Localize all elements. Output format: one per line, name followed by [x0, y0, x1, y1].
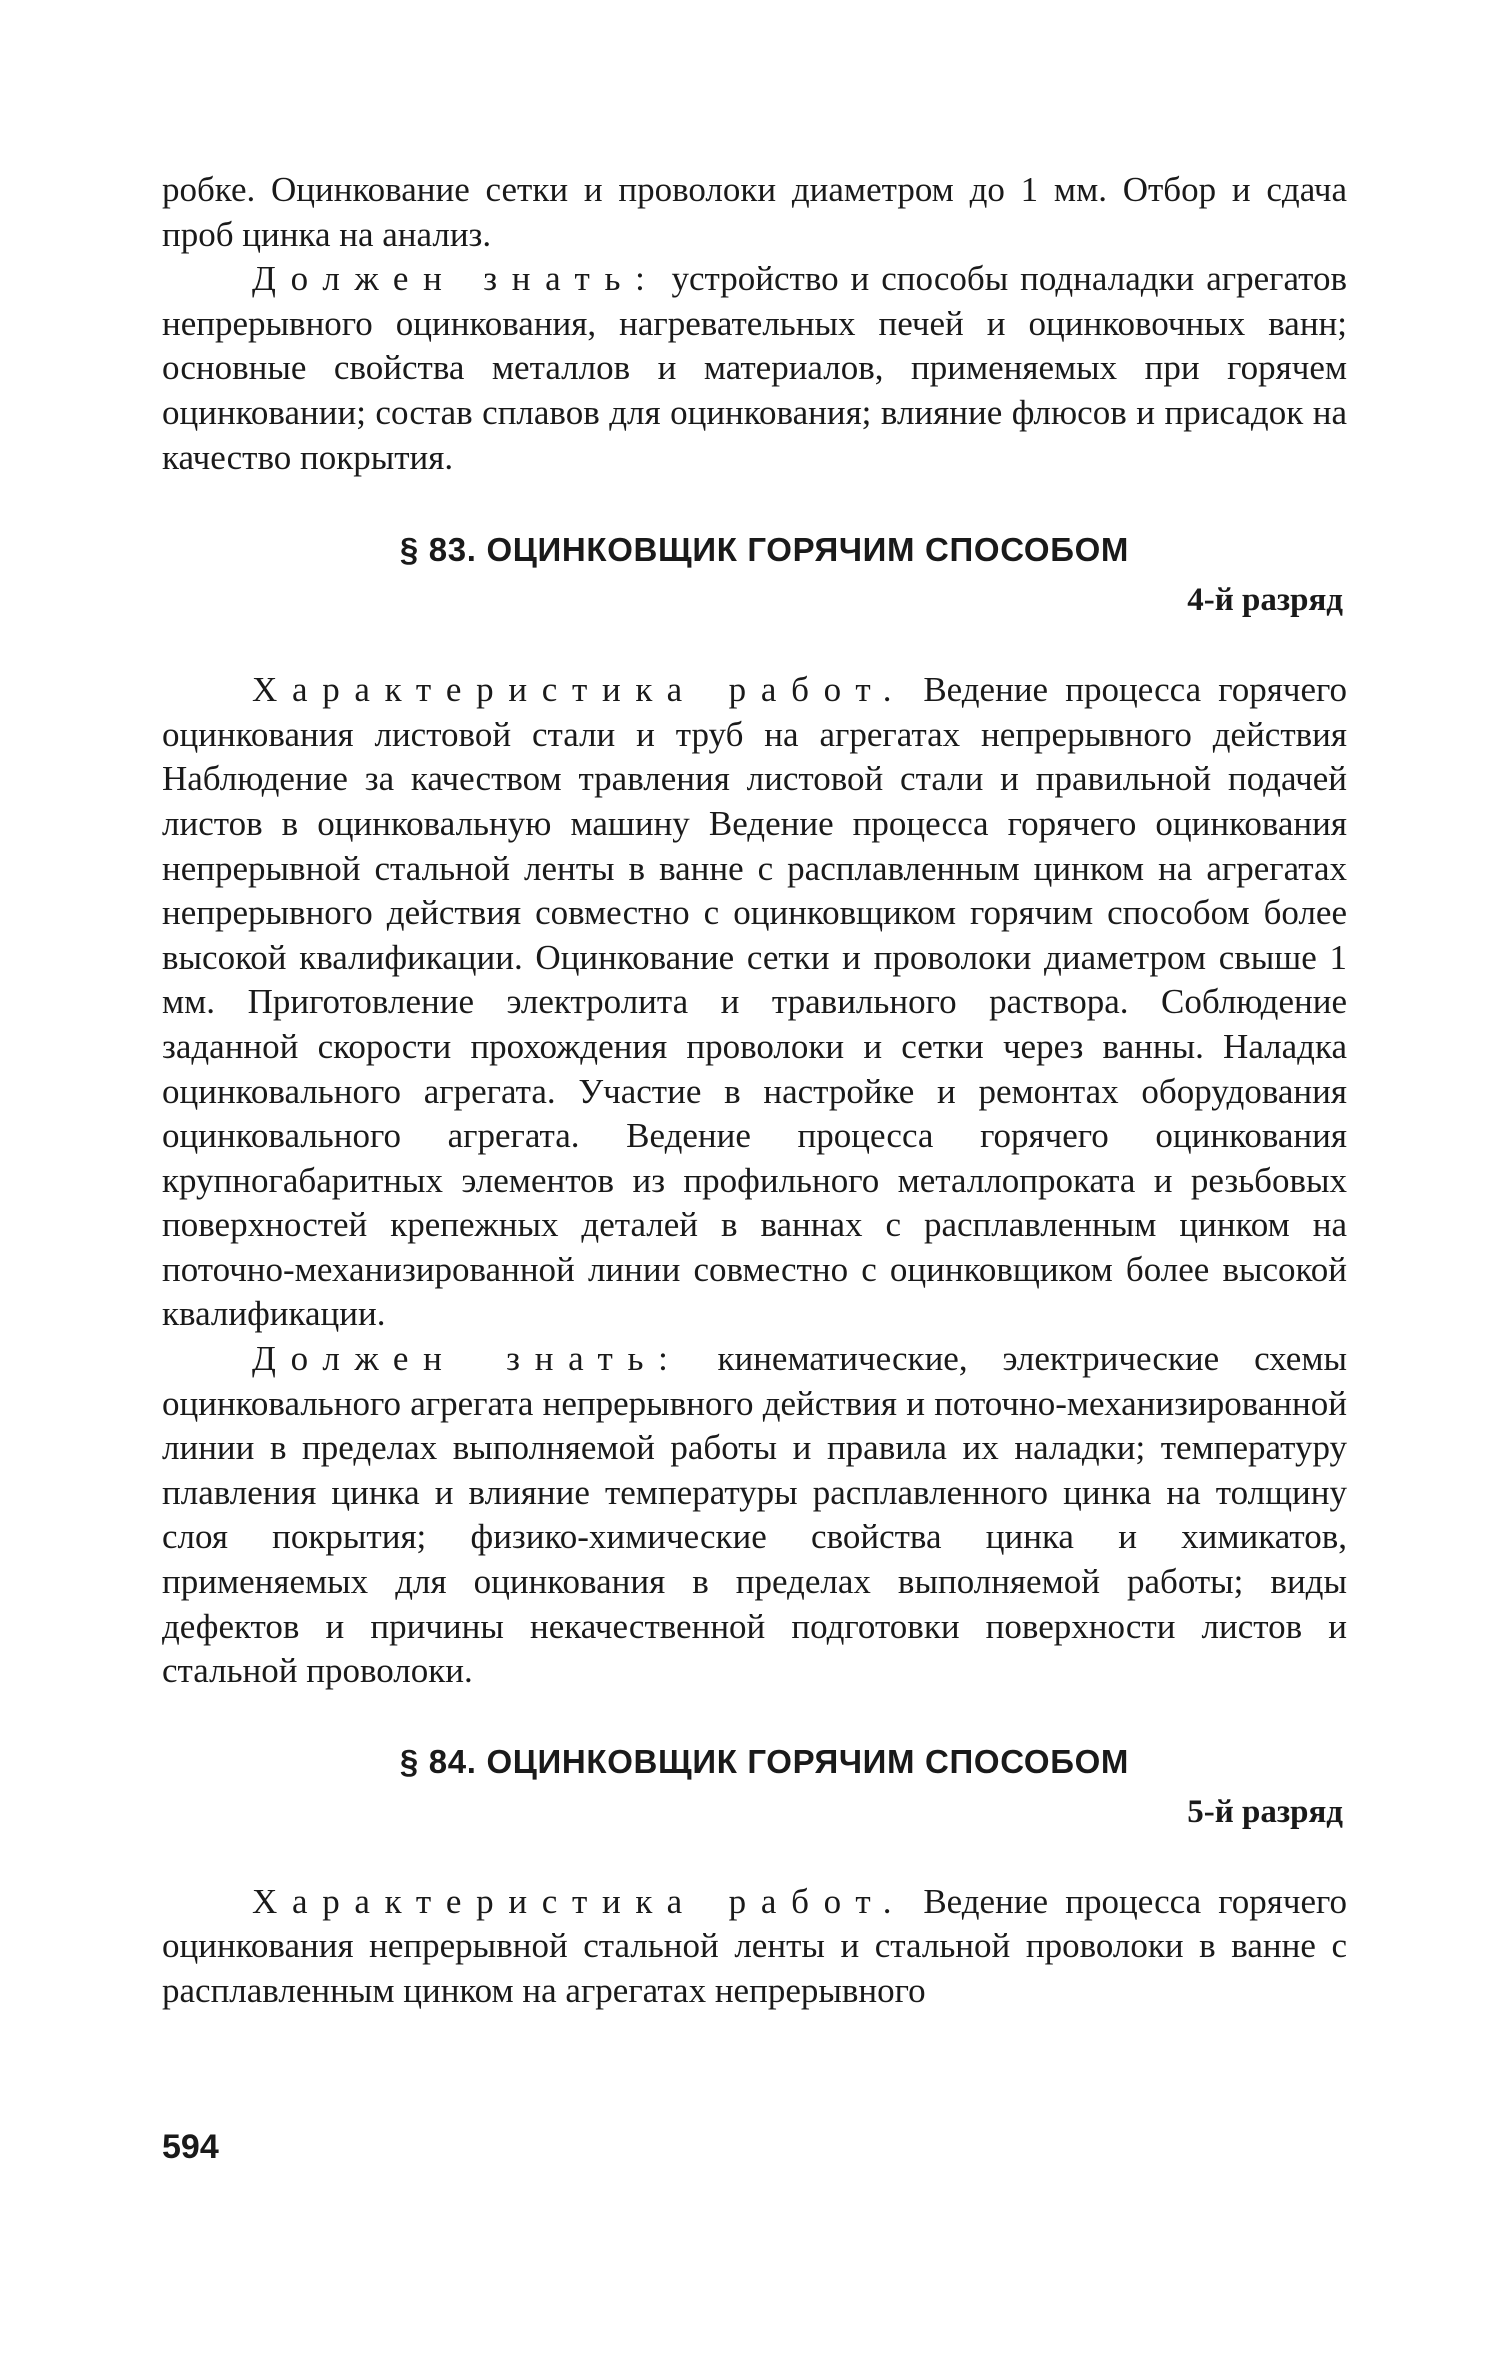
section-84-characteristic: [162, 1880, 1347, 2014]
page-content: [162, 168, 1347, 2014]
characteristic-label: Характеристика работ.: [252, 670, 907, 710]
must-know-text: устройство и способы подналадки агрегатов непрерывного оцинкования, нагревательных печей и оцинковочных ванн; основные свойства металлов и материалов, применяемых при горячем оцинковании; состав сплавов для оцинкования; влияние флюсов и присадок на качество покрытия.: [162, 259, 1347, 477]
section-83-title: § 83. ОЦИНКОВЩИК ГОРЯЧИМ СПОСОБОМ: [399, 531, 1130, 569]
section-83-characteristic: [162, 668, 1347, 1337]
section-83-must-know: [162, 1337, 1347, 1694]
characteristic-text: Ведение процесса горячего оцинкования непрерывной стальной ленты и стальной проволоки в ванне с расплавленным цинком на агрегатах непрерывного: [162, 1881, 1347, 2010]
must-know-label: Должен знать:: [252, 259, 660, 299]
page-number: 594: [162, 2128, 219, 2166]
section-84-title: § 84. ОЦИНКОВЩИК ГОРЯЧИМ СПОСОБОМ: [399, 1742, 1130, 1780]
section-84-grade: 5-й разряд: [1187, 1793, 1343, 1830]
must-know-label: Должен знать:: [252, 1339, 683, 1379]
section-83-grade: 4-й разряд: [1187, 582, 1343, 619]
intro-paragraph: робке. Оцинкование сетки и проволоки диаметром до 1 мм. Отбор и сдача проб цинка на анализ.: [162, 170, 1347, 254]
characteristic-label: Характеристика работ.: [252, 1881, 907, 1921]
intro-block: [162, 168, 1347, 480]
characteristic-text: Ведение процесса горячего оцинкования листовой стали и труб на агрегатах непрерывного действия Наблюдение за качеством травления листовой стали и правильной подачей листов в оцинковальную машину Ведение процесса горячего оцинкования непрерывной стальной ленты в ванне с расплавленным цинком на агрегатах непрерывного действия совместно с оцинковщиком горячим способом более высокой квалификации. Оцинкование сетки и проволоки диаметром свыше 1 мм. Приготовление электролита и травильного раствора. Соблюдение заданной скорости прохождения проволоки и сетки через ванны. Наладка оцинковального агрегата. Участие в настройке и ремонтах оборудования оцинковального агрегата. Ведение процесса горячего оцинкования крупногабаритных элементов из профильного металлопроката и резьбовых поверхностей крепежных деталей в ваннах с расплавленным цинком на поточно-механизированной линии совместно с оцинковщиком более высокой квалификации.: [162, 670, 1347, 1334]
intro-must-know-paragraph: [162, 257, 1347, 480]
must-know-text: кинематические, электрические схемы оцинковального агрегата непрерывного действия и поточно-механизированной линии в пределах выполняемой работы и правила их наладки; температуру плавления цинка и влияние температуры расплавленного цинка на толщину слоя покрытия; физико-химические свойства цинка и химикатов, применяемых для оцинкования в пределах выполняемой работы; виды дефектов и причины некачественной подготовки поверхности листов и стальной проволоки.: [162, 1339, 1347, 1691]
